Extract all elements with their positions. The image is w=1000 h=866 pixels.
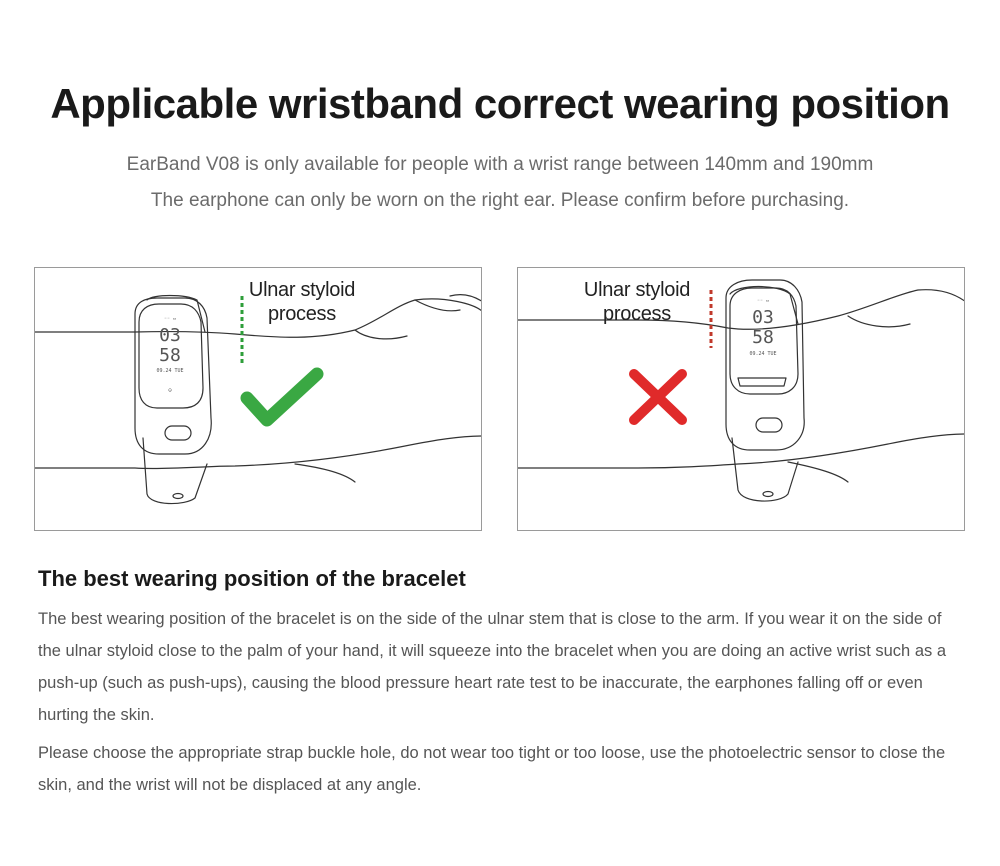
screen-digits-bottom: 58 [159, 345, 181, 366]
cross-icon [634, 374, 682, 420]
svg-text:◦◦ ▭: ◦◦ ▭ [756, 298, 770, 304]
ulnar-label-line1: Ulnar styloid [583, 279, 691, 301]
ulnar-label-line2: process [603, 303, 671, 325]
incorrect-position-panel [517, 267, 965, 531]
svg-text:⊝: ⊝ [168, 387, 172, 394]
band-button [165, 426, 191, 440]
screen-digits-top: 03 [752, 307, 774, 328]
section-title: The best wearing position of the bracelet [38, 566, 466, 591]
svg-text:◦◦ ▭: ◦◦ ▭ [163, 316, 177, 322]
screen-date: 09.24 TUE [156, 368, 184, 374]
section-paragraph-2: Please choose the appropriate strap buckle hole, do not wear too tight or too loose, use the photoelectric sensor to close the skin, and the wrist will not be displaced at any angle. [38, 744, 946, 794]
ulnar-label [237, 278, 367, 326]
page-title: Applicable wristband correct wearing position [50, 80, 950, 127]
screen-date: 09.24 TUE [749, 351, 777, 357]
screen-digits-top: 03 [159, 325, 181, 346]
correct-position-panel [34, 267, 482, 531]
section-paragraph-1: The best wearing position of the bracelet is on the side of the ulnar stem that is close to the arm. If you wear it on the side of the ulnar styloid close to the palm of your hand, it will squeeze into the bracelet when you are doing an active wrist such as a push-up (such as push-ups), causing the blood pressure heart rate test to be inaccurate, the earphones falling off or even hurting the skin. [38, 610, 947, 724]
screen-digits-bottom: 58 [752, 327, 774, 348]
wrist-range-note: EarBand V08 is only available for people with a wrist range between 140mm and 190mm [126, 154, 874, 175]
ulnar-label [572, 278, 702, 326]
ulnar-label-line1: Ulnar styloid [248, 279, 356, 301]
ear-note: The earphone can only be worn on the right ear. Please confirm before purchasing. [150, 190, 850, 211]
arm-lower-outline [518, 434, 965, 468]
ulnar-label-line2: process [268, 303, 336, 325]
arm-lower-outline [35, 436, 482, 469]
check-icon [247, 374, 317, 420]
band-button [756, 418, 782, 432]
